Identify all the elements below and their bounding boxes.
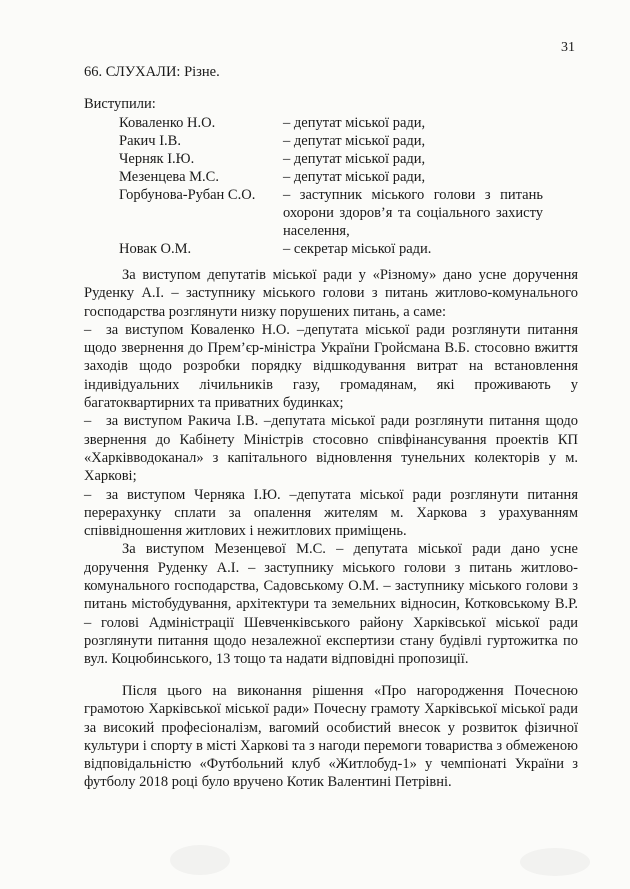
speaker-role: – депутат міської ради, [283, 115, 426, 131]
speaker-row [119, 168, 549, 186]
speaker-name: Черняк І.Ю. [119, 151, 195, 167]
speaker-row [119, 240, 549, 258]
award-section [84, 682, 578, 792]
bullet-text: за виступом Черняка І.Ю. –депутата міської ради розглянути питання перерахунку сплати за опалення жителям м. Харкова з урахуванням співвідношення житлових і нежитлових приміщень. [84, 486, 578, 540]
speaker-row [119, 114, 549, 132]
speaker-role: – секретар міської ради. [283, 241, 432, 257]
bullet-text: за виступом Ракича І.В. –депутата міської ради розглянути питання щодо звернення до Кабінету Міністрів стосовно співфінансування проектів КП «Харківводоканал» з капітального відновлення тунельних колекторів у м. Харкові; [84, 413, 578, 485]
page-number: 31 [561, 40, 575, 55]
speaker-role: – депутат міської ради, [283, 169, 426, 185]
bullet-item [84, 412, 578, 485]
speaker-name: Мезенцева М.С. [119, 169, 219, 185]
speaker-row [119, 150, 549, 168]
oral-instructions-section [84, 266, 578, 669]
speakers-title: Виступили: [84, 96, 156, 112]
bullet-item [84, 321, 578, 412]
dash-marker: – [84, 413, 92, 430]
speaker-row [119, 132, 549, 150]
scan-smudge [170, 845, 230, 875]
bullet-text: за виступом Коваленко Н.О. –депутата міської ради розглянути питання щодо звернення до Прем’єр-міністра України Гройсмана В.Б. стосовно вжиття заходів щодо розробки порядку відшкодування витрат на встановлення індивідуальних лічильників газу, громадянам, які проживають у багатоквартирних та приватних будинках; [84, 321, 578, 412]
speaker-name: Ракич І.В. [119, 133, 181, 149]
speakers-list [119, 114, 549, 258]
speaker-role: – депутат міської ради, [283, 151, 426, 167]
speaker-role: – заступник міського голови з питань охорони здоров’я та соціального захисту населення, [283, 187, 543, 239]
speaker-name: Новак О.М. [119, 241, 192, 257]
agenda-heading: 66. СЛУХАЛИ: Різне. [84, 64, 220, 80]
speaker-role: – депутат міської ради, [283, 133, 426, 149]
bullet-item [84, 486, 578, 541]
speaker-row [119, 186, 549, 240]
speaker-name: Горбунова-Рубан С.О. [119, 187, 256, 203]
scan-smudge [520, 848, 590, 876]
paragraph-award: Після цього на виконання рішення «Про нагородження Почесною грамотою Харківської міської ради» Почесну грамоту Харківської міської ради за високий професіоналізм, вагомий особистий внесок у розвиток фізичної культури і спорту в місті Харкові та з нагоди перемоги товариства з обмеженою відповідальністю «Футбольний клуб «Житлобуд-1» у чемпіонаті України з футболу 2018 році було вручено Котик Валентині Петрівні. [84, 683, 578, 791]
dash-marker: – [84, 486, 92, 503]
paragraph-intro: За виступом депутатів міської ради у «Різному» дано усне доручення Руденку А.І. – заступнику міського голови з питань житлово-комунального господарства розглянути низку порушених питань, а саме: [84, 267, 578, 320]
speaker-name: Коваленко Н.О. [119, 115, 216, 131]
dash-marker: – [84, 321, 92, 338]
paragraph-mezentseva: За виступом Мезенцевої М.С. – депутата міської ради дано усне доручення Руденку А.І. – заступнику міського голови з питань житлово-комунального господарства, Садовському О.М. – заступнику міського голови з питань містобудування, архітектури та земельних відносин, Котковському В.Р. – голові Адміністрації Шевченківського району Харківської міської ради розглянути питання щодо незалежної експертизи стану будівлі гуртожитка по вул. Коцюбинського, 13 тощо та надати відповідні пропозиції. [84, 541, 578, 668]
